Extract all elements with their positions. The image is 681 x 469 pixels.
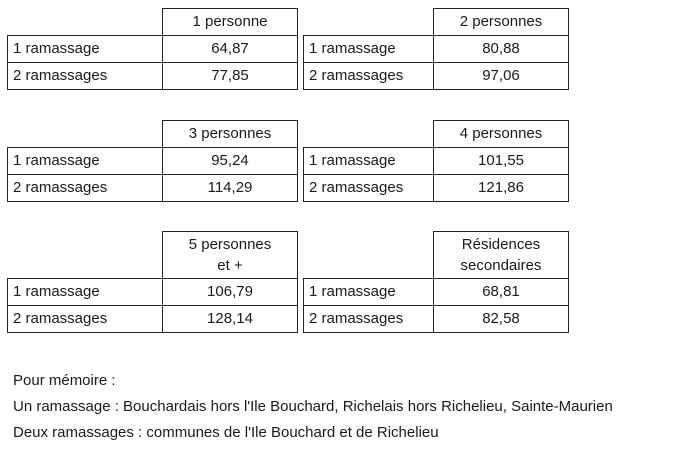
row-label: 2 ramassages [8,306,163,333]
column-header [163,232,298,279]
table-row [8,306,298,333]
memo-line-one-pickup: Un ramassage : Bouchardais hors l'Ile Bouchard, Richelais hors Richelieu, Sainte-Maurien [13,398,613,415]
column-header-line-1: 5 personnes [188,236,272,253]
row-value: 114,29 [163,175,298,202]
column-header: 4 personnes [434,121,569,148]
row-label: 2 ramassages [8,63,163,90]
column-header-line-1: Résidences [461,236,541,253]
row-value: 77,85 [163,63,298,90]
empty-corner-cell [304,121,434,148]
row-value: 82,58 [434,306,569,333]
table-row [304,63,569,90]
row-value: 68,81 [434,279,569,306]
table-row [304,175,569,202]
memo-line-two-pickups: Deux ramassages : communes de l'Ile Bouchard et de Richelieu [13,424,439,441]
tariff-table-residences-secondaires [303,231,569,333]
table-row [304,306,569,333]
column-header: 1 personne [163,9,298,36]
table-row [8,36,298,63]
table-row [8,63,298,90]
tariff-table-5-personnes-et-plus [7,231,298,333]
tariff-table-4-personnes [303,120,569,202]
tariff-table-1-personne [7,8,298,90]
column-header: 3 personnes [163,121,298,148]
table-row [304,148,569,175]
empty-corner-cell [304,232,434,279]
row-label: 1 ramassage [8,36,163,63]
row-value: 101,55 [434,148,569,175]
column-header-line-2: secondaires [460,257,542,274]
row-label: 1 ramassage [304,36,434,63]
column-header: 2 personnes [434,9,569,36]
empty-corner-cell [8,9,163,36]
row-label: 2 ramassages [304,175,434,202]
row-label: 2 ramassages [304,63,434,90]
memo-notes [13,368,613,446]
memo-title: Pour mémoire : [13,372,116,389]
row-value: 64,87 [163,36,298,63]
row-label: 2 ramassages [304,306,434,333]
column-header [434,232,569,279]
row-label: 1 ramassage [8,279,163,306]
table-row [8,175,298,202]
row-label: 1 ramassage [8,148,163,175]
row-value: 121,86 [434,175,569,202]
row-value: 128,14 [163,306,298,333]
row-value: 95,24 [163,148,298,175]
row-value: 97,06 [434,63,569,90]
column-header-line-2: et + [217,257,243,274]
table-row [8,279,298,306]
empty-corner-cell [8,121,163,148]
row-label: 1 ramassage [304,279,434,306]
table-row [8,148,298,175]
empty-corner-cell [304,9,434,36]
tariff-table-2-personnes [303,8,569,90]
tariff-table-3-personnes [7,120,298,202]
row-label: 1 ramassage [304,148,434,175]
empty-corner-cell [8,232,163,279]
row-value: 80,88 [434,36,569,63]
table-row [304,279,569,306]
row-value: 106,79 [163,279,298,306]
table-row [304,36,569,63]
row-label: 2 ramassages [8,175,163,202]
